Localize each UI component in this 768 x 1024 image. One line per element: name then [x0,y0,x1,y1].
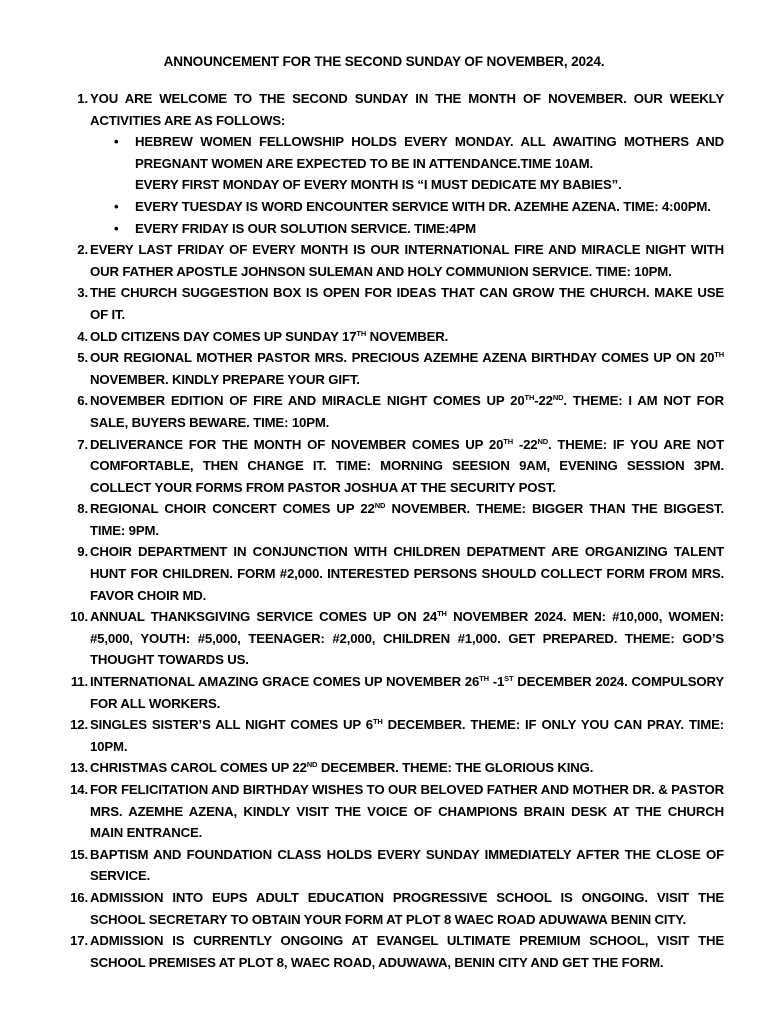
item-number: 5. [77,350,88,366]
list-item [62,930,724,973]
item-number: 3. [77,285,88,301]
list-item [62,88,724,239]
item-text: NOVEMBER 2024. MEN: #10,000, WOMEN: #5,000, YOUTH: #5,000, TEENAGER: #2,000, CHILDREN #1,000. GET PREPARED. THEME: GOD’S THOUGHT TOWARDS US. [90,609,724,668]
list-item [62,844,724,887]
item-text: ADMISSION INTO EUPS ADULT EDUCATION PROGRESSIVE SCHOOL IS ONGOING. VISIT THE SCHOOL SECRETARY TO OBTAIN YOUR FORM AT PLOT 8 WAEC ROAD ADUWAWA BENIN CITY. [90,889,724,927]
bullet-icon: • [114,220,119,236]
ordinal-suffix: ND [537,436,549,446]
item-text: YOU ARE WELCOME TO THE SECOND SUNDAY IN THE MONTH OF NOVEMBER. OUR WEEKLY ACTIVITIES ARE AS FOLLOWS: [90,91,724,128]
list-item [62,390,724,433]
item-text: CHOIR DEPARTMENT IN CONJUNCTION WITH CHILDREN DEPATMENT ARE ORGANIZING TALENT HUNT FOR CHILDREN. FORM #2,000. INTERESTED PERSONS SHOULD COLLECT FORM FROM MRS. FAVOR CHOIR MD. [90,544,724,603]
item-number: 14. [70,782,88,797]
ordinal-suffix: TH [372,717,383,727]
ordinal-suffix: TH [714,350,724,360]
item-number: 4. [77,328,88,344]
ordinal-suffix: ND [306,760,318,770]
list-item [62,326,724,348]
list-item [62,239,724,282]
item-number: 11. [70,674,88,690]
item-text: EVERY LAST FRIDAY OF EVERY MONTH IS OUR INTERNATIONAL FIRE AND MIRACLE NIGHT WITH OUR FATHER APOSTLE JOHNSON SULEMAN AND HOLY COMMUNION SERVICE. TIME: 10PM. [90,242,724,279]
item-text: OUR REGIONAL MOTHER PASTOR MRS. PRECIOUS AZEMHE AZENA BIRTHDAY COMES UP ON 20 [90,350,715,366]
bullet-extra-text: EVERY FIRST MONDAY OF EVERY MONTH IS “I MUST DEDICATE MY BABIES”. [135,177,622,193]
item-text: -1 [488,674,505,690]
item-text: DECEMBER. THEME: IF ONLY YOU CAN PRAY. TIME: 10PM. [90,717,724,754]
ordinal-suffix: ST [504,674,514,684]
item-text: NOVEMBER. THEME: BIGGER THAN THE BIGGEST. TIME: 9PM. [90,501,724,538]
bullet-item [90,218,724,240]
bullet-item [90,196,724,218]
item-text: DECEMBER. THEME: THE GLORIOUS KING. [317,760,594,776]
item-number: 6. [77,393,88,409]
item-text: THE CHURCH SUGGESTION BOX IS OPEN FOR IDEAS THAT CAN GROW THE CHURCH. MAKE USE OF IT. [90,285,724,322]
bullet-icon: • [114,198,119,214]
item-number: 9. [77,544,88,560]
list-item [62,498,724,541]
item-number: 16. [70,889,88,905]
list-item [62,757,724,779]
item-text: DELIVERANCE FOR THE MONTH OF NOVEMBER COMES UP 20 [90,436,504,452]
list-item [62,779,724,844]
ordinal-suffix: TH [503,436,513,446]
item-number: 10. [70,609,88,625]
item-text: NOVEMBER. KINDLY PREPARE YOUR GIFT. [90,371,360,387]
ordinal-suffix: TH [524,393,535,403]
item-number: 8. [77,501,88,517]
ordinal-suffix: TH [437,609,447,619]
bullet-text: HEBREW WOMEN FELLOWSHIP HOLDS EVERY MONDAY. ALL AWAITING MOTHERS AND PREGNANT WOMEN ARE EXPECTED TO BE IN ATTENDANCE.TIME 10AM. [135,134,724,171]
ordinal-suffix: ND [374,501,386,511]
item-number: 1. [77,91,88,106]
item-text: SINGLES SISTER’S ALL NIGHT COMES UP 6 [90,717,373,733]
list-item [62,671,724,714]
item-number: 2. [77,242,88,258]
list-item [62,887,724,930]
item-text: DECEMBER 2024. COMPULSORY FOR ALL WORKERS. [90,674,724,711]
page-title: ANNOUNCEMENT FOR THE SECOND SUNDAY OF NOVEMBER, 2024. [163,54,605,69]
list-item [62,714,724,757]
list-item [62,606,724,671]
announcement-list [62,88,724,973]
item-text: FOR FELICITATION AND BIRTHDAY WISHES TO OUR BELOVED FATHER AND MOTHER DR. & PASTOR MRS. AZEMHE AZENA, KINDLY VISIT THE VOICE OF CHAMPIONS BRAIN DESK AT THE CHURCH MAIN ENTRANCE. [90,782,724,841]
ordinal-suffix: TH [479,674,489,684]
list-item [62,434,724,499]
list-item [62,347,724,390]
bullet-text: EVERY TUESDAY IS WORD ENCOUNTER SERVICE WITH DR. AZEMHE AZENA. TIME: 4:00PM. [135,198,711,214]
item-number: 17. [70,933,88,949]
bullet-text: EVERY FRIDAY IS OUR SOLUTION SERVICE. TIME:4PM [135,220,476,236]
list-item [62,541,724,606]
item-text: INTERNATIONAL AMAZING GRACE COMES UP NOVEMBER 26 [90,674,480,690]
item-text: OLD CITIZENS DAY COMES UP SUNDAY 17 [90,328,357,344]
list-item [62,282,724,325]
item-text: . THEME: IF YOU ARE NOT COMFORTABLE, THEN CHANGE IT. TIME: MORNING SEESION 9AM, EVENING SESSION 3PM. COLLECT YOUR FORMS FROM PASTOR JOSHUA AT THE SECURITY POST. [90,436,724,495]
bullet-item [90,131,724,196]
item-text: ADMISSION IS CURRENTLY ONGOING AT EVANGEL ULTIMATE PREMIUM SCHOOL, VISIT THE SCHOOL PREMISES AT PLOT 8, WAEC ROAD, ADUWAWA, BENIN CITY AND GET THE FORM. [90,933,724,970]
item-text: -22 [513,436,538,452]
item-text: REGIONAL CHOIR CONCERT COMES UP 22 [90,501,375,517]
item-number: 7. [77,436,88,452]
item-text: NOVEMBER EDITION OF FIRE AND MIRACLE NIGHT COMES UP 20 [90,393,525,409]
item-text: NOVEMBER. [366,328,449,344]
item-text: . THEME: I AM NOT FOR SALE, BUYERS BEWARE. TIME: 10PM. [90,393,724,430]
ordinal-suffix: ND [552,393,564,403]
item-text: ANNUAL THANKSGIVING SERVICE COMES UP ON 24 [90,609,438,625]
ordinal-suffix: TH [356,328,367,338]
activities-list [90,131,724,239]
bullet-icon: • [114,134,119,150]
item-text: -22 [534,393,553,409]
item-text: BAPTISM AND FOUNDATION CLASS HOLDS EVERY SUNDAY IMMEDIATELY AFTER THE CLOSE OF SERVICE. [90,846,724,884]
item-number: 13. [70,760,88,776]
item-text: CHRISTMAS CAROL COMES UP 22 [90,760,307,776]
item-number: 12. [70,717,88,733]
item-number: 15. [70,846,88,862]
